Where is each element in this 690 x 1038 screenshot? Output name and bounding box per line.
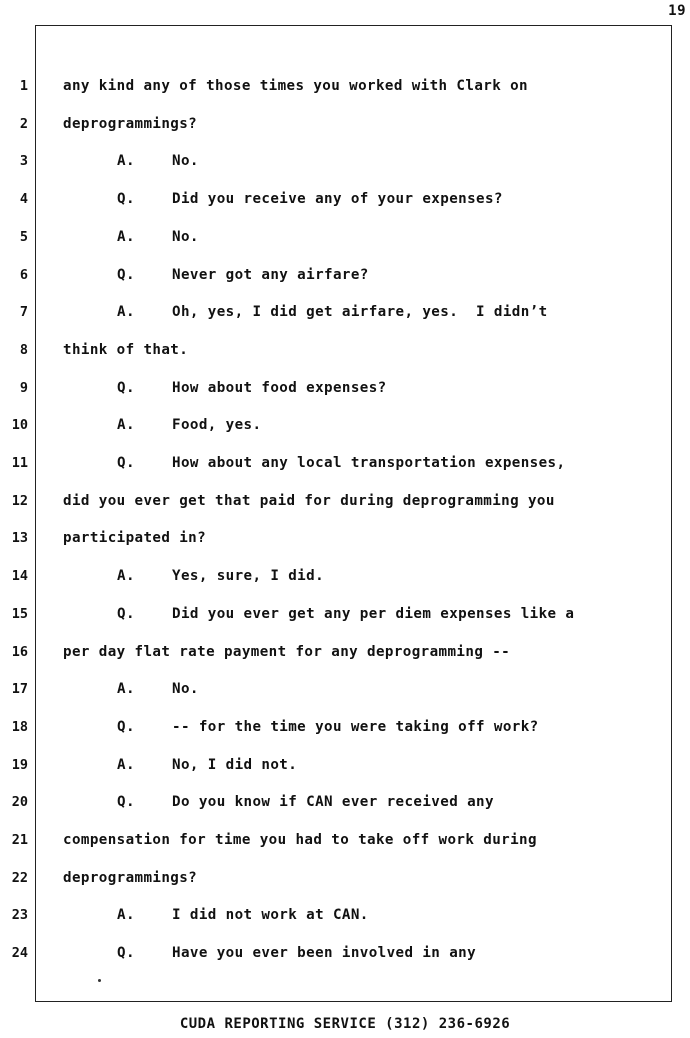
speaker-label: A. — [117, 756, 135, 773]
transcript-line — [0, 755, 690, 793]
line-text — [63, 491, 555, 511]
line-number: 6 — [19, 266, 28, 283]
testimony-text: Have you ever been involved in any — [172, 945, 477, 962]
testimony-text: I did not work at CAN. — [172, 907, 369, 924]
line-text — [63, 76, 528, 96]
speaker-label: Q. — [117, 945, 135, 962]
transcript-line — [0, 868, 690, 906]
transcript-line — [0, 114, 690, 152]
line-number: 1 — [19, 78, 28, 94]
line-number: 8 — [19, 341, 28, 358]
line-text — [117, 943, 476, 963]
transcript-line — [0, 302, 690, 340]
line-number: 13 — [11, 530, 28, 547]
line-number: 23 — [11, 907, 28, 924]
testimony-text: deprogrammings? — [63, 869, 198, 886]
transcript-line — [0, 265, 690, 303]
transcript-line — [0, 415, 690, 453]
line-number: 16 — [11, 643, 28, 660]
line-text — [117, 265, 369, 285]
line-text — [117, 792, 494, 812]
line-text — [117, 227, 199, 247]
line-text — [117, 453, 565, 473]
speaker-label: A. — [117, 304, 135, 321]
transcript-line — [0, 642, 690, 680]
testimony-text: How about food expenses? — [172, 379, 387, 396]
testimony-text: Never got any airfare? — [172, 266, 369, 283]
testimony-text: No. — [172, 228, 199, 245]
testimony-text: No. — [172, 153, 199, 170]
transcript-line — [0, 76, 690, 114]
speaker-label: Q. — [117, 266, 135, 283]
testimony-text: -- for the time you were taking off work? — [172, 718, 539, 735]
page-number: 19 — [668, 3, 686, 19]
line-number: 15 — [11, 605, 28, 622]
transcript-line — [0, 151, 690, 189]
line-number: 20 — [11, 794, 28, 811]
line-text — [117, 755, 297, 775]
line-text — [117, 679, 199, 699]
speaker-label: Q. — [117, 379, 135, 396]
line-number: 22 — [11, 869, 28, 886]
transcript-line — [0, 453, 690, 491]
line-number: 12 — [11, 492, 28, 509]
transcript-line — [0, 528, 690, 566]
testimony-text: think of that. — [63, 341, 189, 358]
line-number: 11 — [11, 455, 28, 471]
speaker-label: A. — [117, 417, 135, 434]
transcript-line — [0, 792, 690, 830]
line-text — [63, 642, 510, 662]
line-number: 24 — [11, 945, 28, 962]
testimony-text: compensation for time you had to take off work during — [63, 832, 537, 848]
line-text — [117, 378, 387, 398]
transcript-line — [0, 189, 690, 227]
line-number: 9 — [19, 379, 28, 396]
testimony-text: No. — [172, 681, 199, 698]
testimony-text: did you ever get that paid for during deprogramming you — [63, 492, 555, 509]
speaker-label: A. — [117, 153, 135, 170]
speaker-label: Q. — [117, 605, 135, 622]
stray-mark — [98, 979, 101, 982]
testimony-text: Do you know if CAN ever received any — [172, 794, 494, 811]
testimony-text: participated in? — [63, 530, 207, 547]
line-number: 4 — [19, 191, 28, 208]
transcript-line — [0, 943, 690, 981]
line-number: 10 — [11, 417, 28, 434]
speaker-label: Q. — [117, 794, 135, 811]
speaker-label: A. — [117, 228, 135, 245]
testimony-text: Did you receive any of your expenses? — [172, 191, 503, 208]
speaker-label: Q. — [117, 191, 135, 208]
testimony-text: Oh, yes, I did get airfare, yes. I didn’t — [172, 304, 548, 321]
line-text — [63, 114, 197, 134]
line-text — [117, 717, 539, 737]
transcript-line — [0, 717, 690, 755]
transcript-line — [0, 566, 690, 604]
reporting-service-footer: CUDA REPORTING SERVICE (312) 236-6926 — [179, 1016, 511, 1032]
speaker-label: A. — [117, 681, 135, 698]
transcript-line — [0, 227, 690, 265]
speaker-label: A. — [117, 568, 135, 585]
line-text — [117, 189, 503, 209]
testimony-text: per day flat rate payment for any deprogramming -- — [63, 643, 511, 660]
line-number: 19 — [11, 756, 28, 773]
testimony-text: deprogrammings? — [63, 115, 198, 132]
line-text — [117, 302, 548, 322]
line-text — [117, 566, 324, 586]
testimony-text: any kind any of those times you worked with Clark on — [63, 78, 528, 94]
transcript-line — [0, 679, 690, 717]
line-text — [117, 151, 199, 171]
testimony-text: How about any local transportation expenses, — [172, 455, 566, 471]
transcript-line — [0, 378, 690, 416]
line-text — [117, 604, 574, 624]
line-text — [117, 415, 261, 435]
testimony-text: Food, yes. — [172, 417, 262, 434]
speaker-label: Q. — [117, 455, 135, 471]
testimony-text: No, I did not. — [172, 756, 298, 773]
transcript-line — [0, 905, 690, 943]
transcript-line — [0, 604, 690, 642]
line-number: 18 — [11, 718, 28, 735]
line-number: 14 — [11, 568, 28, 585]
transcript-line — [0, 491, 690, 529]
speaker-label: Q. — [117, 718, 135, 735]
transcript-line — [0, 830, 690, 868]
line-number: 17 — [11, 681, 28, 698]
speaker-label: A. — [117, 907, 135, 924]
line-text — [63, 340, 188, 360]
line-number: 21 — [11, 832, 28, 848]
line-number: 7 — [19, 304, 28, 321]
line-text — [63, 830, 537, 850]
line-text — [63, 868, 197, 888]
line-text — [63, 528, 206, 548]
line-text — [117, 905, 369, 925]
line-number: 3 — [19, 153, 28, 170]
line-number: 5 — [19, 228, 28, 245]
transcript-line — [0, 340, 690, 378]
line-number: 2 — [19, 115, 28, 132]
testimony-text: Did you ever get any per diem expenses like a — [172, 605, 575, 622]
testimony-text: Yes, sure, I did. — [172, 568, 325, 585]
